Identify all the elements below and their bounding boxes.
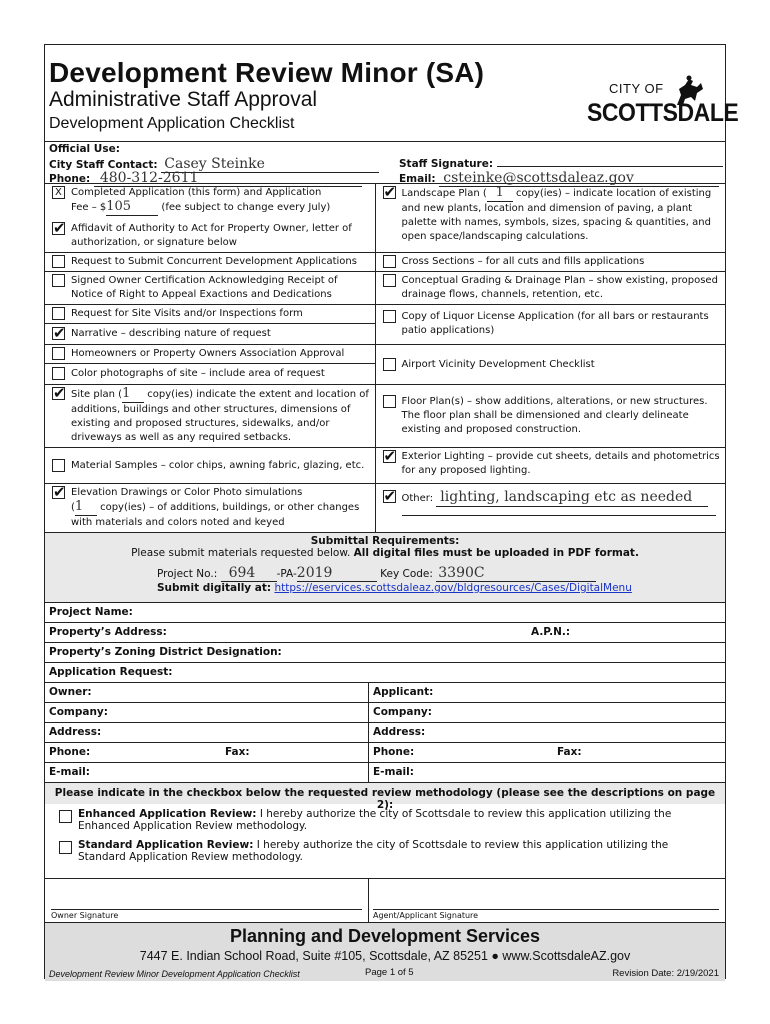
zoning-row[interactable] [45, 642, 725, 662]
item-label: Material Samples – color chips, awning fabric, glazing, etc. [71, 459, 365, 471]
agent-signature-label: Agent/Applicant Signature [373, 911, 479, 920]
staff-phone-value: 480-312-2611 [99, 170, 199, 186]
staff-signature-label: Staff Signature: [399, 158, 494, 170]
fee-suffix: (fee subject to change every July) [161, 202, 331, 213]
department-name: Planning and Development Services [229, 926, 541, 946]
site-plan-count-field[interactable] [122, 387, 144, 403]
checkbox-hoa-approval[interactable] [52, 347, 65, 360]
staff-email-value: csteinke@scottsdaleaz.gov [443, 170, 634, 186]
staff-phone-label: Phone: [49, 173, 91, 185]
field-label: Applicant: [373, 686, 434, 698]
checkbox-airport-vicinity[interactable] [383, 358, 396, 371]
item-label-prefix: Site plan ( [71, 389, 123, 400]
page-subtitle-checklist: Development Application Checklist [49, 115, 295, 132]
item-label: Homeowners or Property Owners Association Approval [71, 348, 345, 359]
agent-signature-field[interactable] [369, 879, 725, 922]
applicant-address-field[interactable] [369, 723, 725, 742]
official-use-section [45, 141, 725, 186]
property-address-row[interactable] [45, 622, 725, 642]
logo-city-text: CITY OF [609, 81, 664, 96]
item-label: Completed Application (this form) and Application [71, 187, 322, 198]
submittal-requirements [45, 532, 725, 602]
field-label: E-mail: [49, 766, 90, 778]
field-label: Property’s Address: [49, 626, 167, 638]
phone-row [45, 742, 725, 762]
revision-date: Revision Date: 2/19/2021 [612, 968, 719, 979]
field-label: Phone: [49, 746, 91, 758]
city-logo [587, 75, 739, 133]
applicant-field[interactable] [369, 683, 725, 702]
checklist-item [375, 305, 725, 345]
item-label-prefix: Elevation Drawings or Color Photo simulations [71, 487, 303, 498]
methodology-section [45, 804, 725, 878]
apn-label: A.P.N.: [531, 626, 571, 638]
staff-phone-row [49, 170, 362, 187]
checkbox-concurrent-applications[interactable] [52, 255, 65, 268]
pa-value: 2019 [296, 565, 333, 581]
standard-review-option [55, 839, 717, 863]
checklist-item [375, 345, 725, 385]
checklist-item [45, 448, 375, 484]
signature-row [45, 878, 725, 922]
site-plan-count: 1 [122, 386, 131, 401]
checklist-item [45, 184, 375, 253]
page-number: Page 1 of 5 [365, 967, 414, 978]
checkbox-site-plan[interactable] [52, 384, 66, 402]
official-use-label: Official Use: [49, 143, 120, 155]
fax-label: Fax: [225, 746, 250, 758]
checklist-item-group [45, 345, 375, 385]
applicant-phone-field[interactable] [369, 743, 725, 762]
staff-phone-field[interactable] [94, 170, 362, 187]
standard-review-text: I hereby authorize the city of Scottsdale to review this application utilizing the Standard Application Review methodology. [78, 839, 669, 863]
field-label: Address: [373, 726, 426, 738]
check-mark-icon: ✔ [383, 487, 397, 505]
applicant-company-field[interactable] [369, 703, 725, 722]
address-row [45, 722, 725, 742]
checkbox-affidavit[interactable] [52, 219, 66, 237]
landscape-count: 1 [495, 185, 504, 200]
item-label: Exterior Lighting – provide cut sheets, details and photometrics for any proposed lighting. [401, 451, 720, 476]
application-request-row[interactable] [45, 662, 725, 682]
logo-name-text: SCOTTSDALE [587, 99, 739, 127]
staff-contact-label: City Staff Contact: [49, 159, 158, 171]
checklist-item [375, 253, 725, 272]
check-mark-icon: ✔ [53, 324, 66, 342]
project-no-field[interactable] [221, 565, 277, 582]
owner-signature-field[interactable] [45, 879, 369, 922]
item-label: Copy of Liquor License Application (for all bars or restaurants patio applications) [401, 311, 709, 336]
item-label: Cross Sections – for all cuts and fills applications [401, 256, 645, 267]
checklist-item: ✔ Elevation Drawings or Color Photo simulations (1 copy(ies) – of additions, buildings, or other changes with materials and colors noted and keyed [45, 484, 375, 533]
item-label: copy(ies) – indicate location of existing and new plants, location and dimension of paving, a plant palette with names, symbols, sizes, spacing & quantities, and open space/landscaping calculations. [401, 188, 712, 242]
company-row [45, 702, 725, 722]
item-label: Request for Site Visits and/or Inspections form [71, 308, 303, 319]
field-label: Company: [373, 706, 432, 718]
checkbox-exterior-lighting[interactable] [383, 447, 397, 465]
application-page [44, 44, 739, 979]
checkbox-elevation-drawings[interactable] [52, 483, 66, 501]
checkbox-enhanced-review[interactable] [59, 810, 72, 823]
check-mark-icon: ✔ [383, 183, 397, 201]
owner-company-field[interactable] [45, 703, 369, 722]
check-mark-icon: ✔ [53, 219, 66, 237]
checkbox-landscape-plan[interactable] [383, 183, 397, 201]
project-number-row [45, 565, 725, 582]
pa-field[interactable] [297, 565, 377, 582]
signature-line [373, 909, 719, 910]
page-title: Development Review Minor (SA) [49, 57, 485, 88]
staff-signature-field[interactable] [497, 156, 723, 167]
submittal-instruction [45, 547, 725, 559]
checkbox-liquor-license[interactable] [383, 310, 396, 323]
pa-label: -PA- [276, 568, 297, 580]
item-label-prefix: Landscape Plan ( [401, 188, 487, 199]
checklist-table [45, 183, 725, 532]
field-label: Application Request: [49, 666, 173, 678]
field-label: Company: [49, 706, 108, 718]
owner-field[interactable] [45, 683, 369, 702]
x-mark-icon: X [55, 187, 62, 198]
checklist-item [45, 253, 375, 272]
checkbox-site-visits[interactable] [52, 307, 65, 320]
checkbox-grading-drainage[interactable] [383, 274, 396, 287]
item-label-prefix: Other: [401, 493, 434, 504]
item-label: Request to Submit Concurrent Development Applications [71, 256, 357, 267]
digital-submit-link[interactable]: https://eservices.scottsdaleaz.gov/bldgresources/Cases/DigitalMenu [274, 582, 632, 594]
item-label: Airport Vicinity Development Checklist [401, 358, 595, 370]
field-label: Phone: [373, 746, 415, 758]
staff-contact-value: Casey Steinke [164, 156, 265, 172]
digital-submit-label: Submit digitally at: [157, 582, 272, 594]
submittal-line-bold: All digital files must be uploaded in PDF format. [353, 547, 639, 559]
staff-email-row [399, 170, 719, 187]
email-row [45, 762, 725, 782]
applicant-email-field[interactable] [369, 763, 725, 782]
item-label: Affidavit of Authority to Act for Property Owner, letter of authorization, or signature below [71, 223, 352, 248]
field-label: Owner: [49, 686, 92, 698]
standard-review-label: Standard Application Review: [78, 839, 254, 851]
checklist-item [375, 272, 725, 305]
key-code-label: Key Code: [380, 568, 433, 580]
item-label: Signed Owner Certification Acknowledging Receipt of Notice of Right to Appeal Exactions and Dedications [71, 275, 338, 300]
checkbox-color-photographs[interactable] [52, 367, 65, 380]
project-name-row[interactable] [45, 602, 725, 622]
landscape-count-field[interactable] [487, 186, 513, 202]
item-label: Narrative – describing nature of request [71, 328, 271, 339]
other-field-line2[interactable] [402, 508, 716, 516]
field-label: Property’s Zoning District Designation: [49, 646, 282, 658]
enhanced-review-text: I hereby authorize the city of Scottsdale to review this application utilizing the Enhanced Application Review methodology. [78, 808, 672, 832]
staff-email-field[interactable] [439, 170, 719, 187]
item-label: Conceptual Grading & Drainage Plan – show existing, proposed drainage flows, channels, retention, etc. [401, 275, 718, 300]
check-mark-icon: ✔ [53, 384, 66, 402]
submittal-line: Please submit materials requested below. [131, 547, 351, 559]
signature-line [51, 909, 362, 910]
checklist-item-group [45, 305, 375, 345]
checklist-item [45, 272, 375, 305]
owner-applicant-row [45, 682, 725, 702]
item-label: Color photographs of site – include area of request [71, 368, 325, 379]
staff-signature-row [399, 156, 723, 170]
project-no-label: Project No.: [157, 568, 218, 580]
checkbox-owner-certification[interactable] [52, 274, 65, 287]
checkbox-other[interactable] [383, 487, 397, 505]
fee-value: 105 [106, 199, 132, 214]
submittal-title: Submittal Requirements: [310, 535, 460, 547]
item-label: Floor Plan(s) – show additions, alterations, or new structures. The floor plan shall be dimensioned and clearly delineate existing and proposed construction. [401, 396, 708, 435]
checklist-item [375, 385, 725, 448]
bronco-rider-icon [671, 75, 705, 109]
staff-email-label: Email: [399, 173, 436, 185]
fee-field[interactable] [106, 200, 158, 216]
check-mark-icon: ✔ [53, 483, 66, 501]
fax-label: Fax: [557, 746, 582, 758]
field-label: Address: [49, 726, 102, 738]
key-code-value: 3390C [438, 565, 485, 581]
other-field[interactable] [436, 490, 708, 507]
key-code-field[interactable] [436, 565, 596, 582]
project-no-value: 694 [228, 565, 256, 581]
owner-address-field[interactable] [45, 723, 369, 742]
owner-phone-field[interactable] [45, 743, 369, 762]
page-subtitle: Administrative Staff Approval [49, 88, 318, 111]
department-address: 7447 E. Indian School Road, Suite #105, Scottsdale, AZ 85251 ● www.ScottsdaleAZ.gov [139, 949, 631, 963]
methodology-instruction: Please indicate in the checkbox below the requested review methodology (please see the descriptions on page 2): [45, 782, 725, 804]
check-mark-icon: ✔ [383, 447, 397, 465]
checklist-item [375, 448, 725, 484]
digital-submit-row [45, 582, 725, 594]
other-value: lighting, landscaping etc as needed [440, 489, 693, 505]
owner-email-field[interactable] [45, 763, 369, 782]
field-label: E-mail: [373, 766, 414, 778]
checklist-item [375, 484, 725, 533]
checklist-item [45, 385, 375, 448]
item-label: copy(ies) – of additions, buildings, or other changes with materials and colors noted and keyed [71, 502, 360, 528]
elevation-count-field[interactable] [75, 500, 97, 516]
fee-prefix: Fee – $ [71, 202, 107, 213]
checklist-item [375, 184, 725, 253]
item-label: copy(ies) indicate the extent and location of additions, buildings and other structures, dimensions of existing and proposed structures, sidewalks, and/or driveways as well as any required setbacks. [71, 389, 369, 443]
enhanced-review-label: Enhanced Application Review: [78, 808, 257, 820]
checkbox-standard-review[interactable] [59, 841, 72, 854]
checkbox-narrative[interactable] [52, 324, 66, 342]
document-name: Development Review Minor Development Application Checklist [49, 969, 300, 979]
checkbox-floor-plan[interactable] [383, 395, 396, 408]
footer [45, 922, 725, 981]
enhanced-review-option [55, 808, 717, 832]
checkbox-completed-application[interactable] [52, 186, 65, 199]
checkbox-cross-sections[interactable] [383, 255, 396, 268]
checkbox-material-samples[interactable] [52, 459, 65, 472]
field-label: Project Name: [49, 606, 133, 618]
elevation-count: 1 [74, 499, 84, 514]
header [45, 45, 739, 141]
owner-signature-label: Owner Signature [51, 911, 119, 920]
